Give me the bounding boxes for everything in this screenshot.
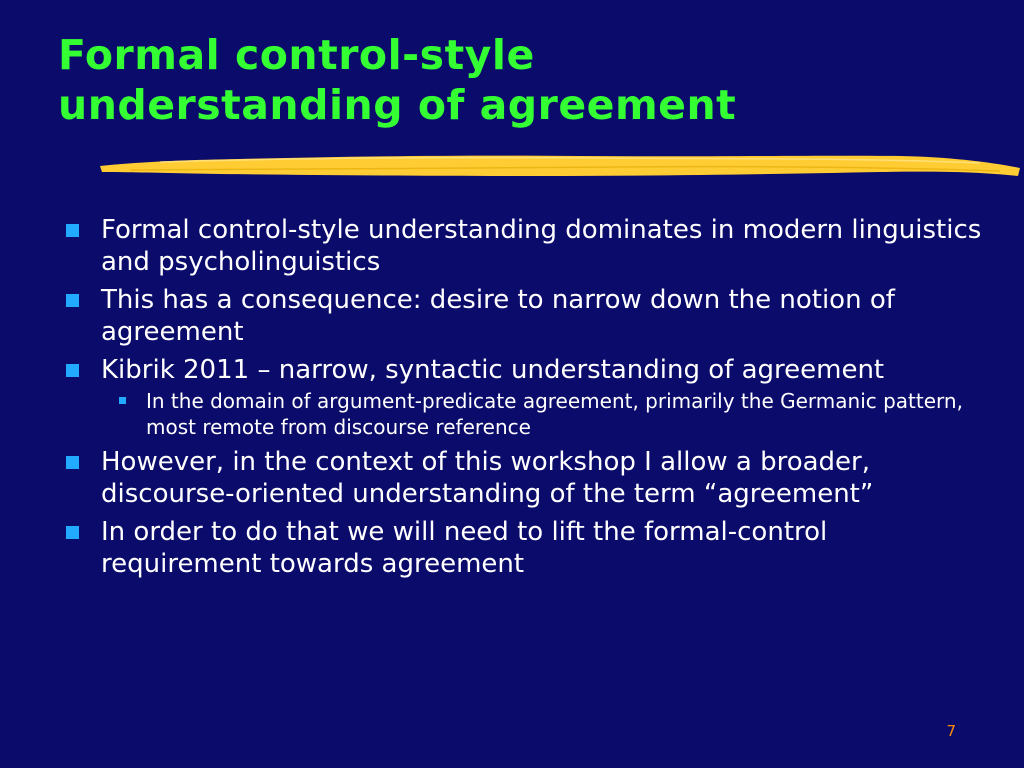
square-bullet-icon	[66, 526, 79, 539]
sub-bullet-item	[0, 388, 1024, 440]
bullet-item-3	[0, 354, 1024, 386]
small-square-bullet-icon	[119, 397, 126, 404]
bullet-item-2	[0, 284, 1024, 348]
bullet-item-1	[0, 214, 1024, 278]
bullet-text: Formal control-style understanding dominates in modern linguistics and psycholinguistics	[101, 215, 982, 277]
slide-number: 7	[946, 722, 956, 740]
bullet-text: In order to do that we will need to lift the formal-control requirement towards agreement	[101, 517, 828, 579]
square-bullet-icon	[66, 224, 79, 237]
bullet-text: Kibrik 2011 – narrow, syntactic understanding of agreement	[101, 355, 885, 385]
bullet-list	[0, 214, 1024, 586]
title-underline	[100, 150, 1020, 186]
sub-bullet-text: In the domain of argument-predicate agreement, primarily the Germanic pattern, most remote from discourse reference	[146, 389, 963, 439]
square-bullet-icon	[66, 294, 79, 307]
slide-title-line-1: Formal control-style	[58, 31, 535, 79]
square-bullet-icon	[66, 456, 79, 469]
slide-title	[58, 30, 998, 130]
bullet-item-4	[0, 446, 1024, 510]
bullet-text: This has a consequence: desire to narrow down the notion of agreement	[101, 285, 895, 347]
slide-title-line-2: understanding of agreement	[58, 81, 737, 129]
square-bullet-icon	[66, 364, 79, 377]
bullet-item-5	[0, 516, 1024, 580]
bullet-text: However, in the context of this workshop I allow a broader, discourse-oriented understanding of the term “agreement”	[101, 447, 874, 509]
